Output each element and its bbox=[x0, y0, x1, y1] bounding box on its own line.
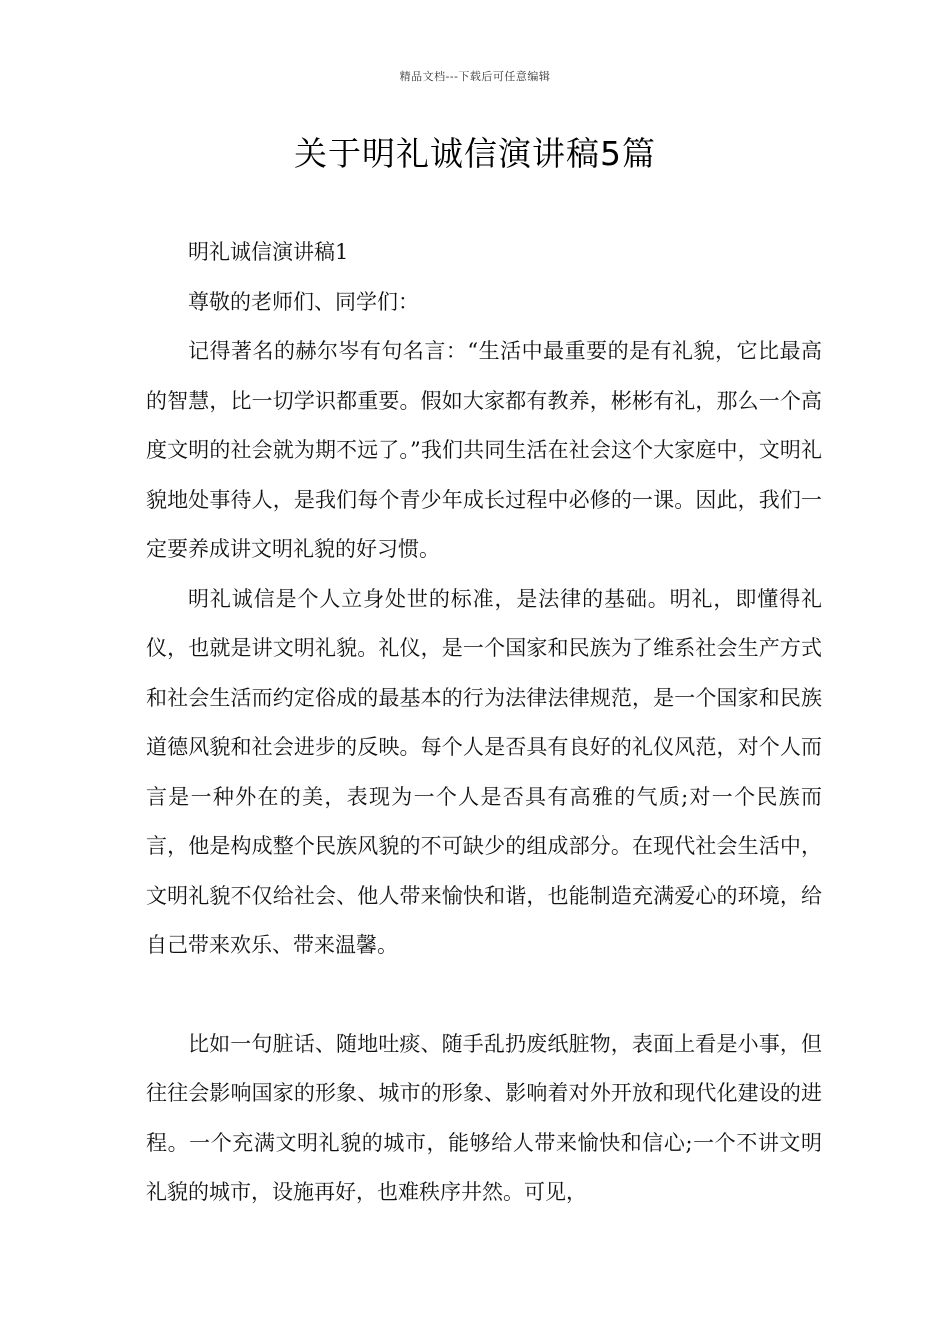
section-heading: 明礼诚信演讲稿1 bbox=[188, 240, 349, 264]
body-paragraph: 比如一句脏话、随地吐痰、随手乱扔废纸脏物，表面上看是小事，但往往会影响国家的形象、城市的形象、影响着对外开放和现代化建设的进程。一个充满文明礼貌的城市，能够给人带来愉快和信心;一个不讲文明礼貌的城市，设施再好，也难秩序井然。可见， bbox=[146, 1031, 822, 1204]
document-title: 关于明礼诚信演讲稿5篇 bbox=[294, 134, 656, 173]
document-body bbox=[146, 228, 822, 1218]
header-note: 精品文档---下载后可任意编辑 bbox=[399, 70, 551, 83]
body-paragraph: 明礼诚信是个人立身处世的标准，是法律的基础。明礼，即懂得礼仪，也就是讲文明礼貌。礼仪，是一个国家和民族为了维系社会生产方式和社会生活而约定俗成的最基本的行为法律法律规范，是一个国家和民族道德风貌和社会进步的反映。每个人是否具有良好的礼仪风范，对个人而言是一种外在的美，表现为一个人是否具有高雅的气质;对一个民族而言，他是构成整个民族风貌的不可缺少的组成部分。在现代社会生活中，文明礼貌不仅给社会、他人带来愉快和谐，也能制造充满爱心的环境，给自己带来欢乐、带来温馨。 bbox=[146, 586, 822, 957]
salutation: 尊敬的老师们、同学们： bbox=[188, 289, 419, 314]
body-paragraph: 记得著名的赫尔岑有句名言：“生活中最重要的是有礼貌，它比最高的智慧，比一切学识都重要。假如大家都有教养，彬彬有礼，那么一个高度文明的社会就为期不远了。”我们共同生活在社会这个大家庭中，文明礼貌地处事待人，是我们每个青少年成长过程中必修的一课。因此，我们一定要养成讲文明礼貌的好习惯。 bbox=[146, 339, 822, 561]
